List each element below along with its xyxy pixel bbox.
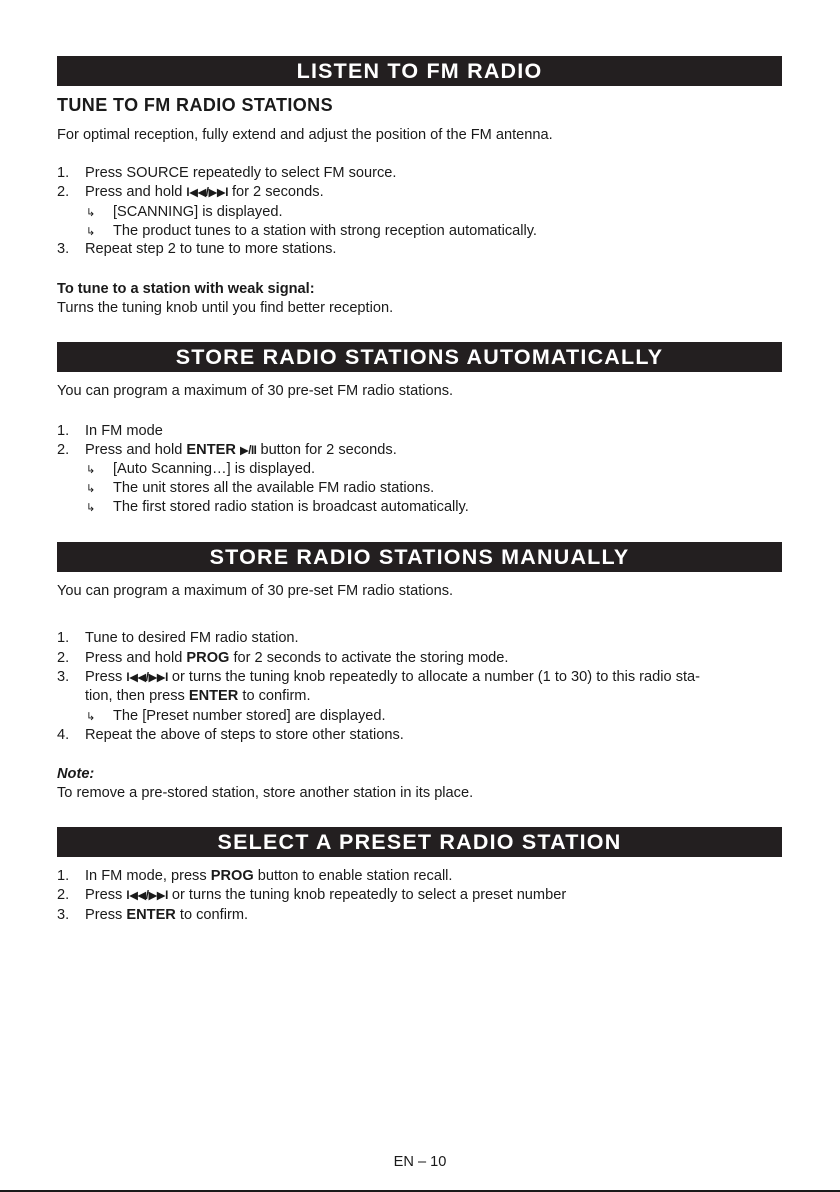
prev-next-icon: I◀◀/▶▶I (186, 187, 228, 199)
step-2: 2. Press and hold I◀◀/▶▶I for 2 seconds. (57, 184, 324, 200)
step-3: 3. Press ENTER to confirm. (57, 907, 249, 923)
note-text: To remove a pre-stored station, store another station in its place. (57, 785, 474, 801)
intro-text: For optimal reception, fully extend and adjust the position of the FM antenna. (57, 127, 553, 143)
weak-signal-text: Turns the tuning knob until you find better reception. (57, 300, 394, 316)
step-1: 1. Tune to desired FM radio station. (57, 630, 299, 646)
prev-next-icon: I◀◀/▶▶I (126, 890, 168, 902)
result-stores: ↳ The unit stores all the available FM radio stations. (86, 479, 434, 499)
result-arrow-icon: ↳ (86, 711, 96, 723)
step-1: 1. Press SOURCE repeatedly to select FM source. (57, 165, 397, 181)
step-1: 1. In FM mode (57, 423, 163, 439)
play-pause-icon: ▶/II (239, 445, 257, 457)
weak-signal-title: To tune to a station with weak signal: (57, 281, 315, 297)
section-header-store-manual: STORE RADIO STATIONS MANUALLY (57, 542, 782, 572)
step-4: 4. Repeat the above of steps to store other stations. (57, 727, 404, 743)
section-header-store-auto: STORE RADIO STATIONS AUTOMATICALLY (57, 342, 782, 372)
step-2: 2. Press I◀◀/▶▶I or turns the tuning knob repeatedly to select a preset number (57, 887, 567, 903)
step-3-continued: tion, then press ENTER to confirm. (85, 688, 311, 704)
result-auto-scanning: ↳ [Auto Scanning…] is displayed. (86, 460, 315, 480)
result-arrow-icon: ↳ (86, 226, 96, 238)
step-2: 2. Press and hold ENTER ▶/II button for 2 seconds. (57, 442, 397, 458)
step-2: 2. Press and hold PROG for 2 seconds to activate the storing mode. (57, 650, 509, 666)
intro-text: You can program a maximum of 30 pre-set FM radio stations. (57, 383, 454, 399)
result-tunes: ↳ The product tunes to a station with strong reception automatically. (86, 222, 537, 242)
intro-text: You can program a maximum of 30 pre-set FM radio stations. (57, 583, 454, 599)
step-1: 1. In FM mode, press PROG button to enable station recall. (57, 868, 453, 884)
result-preset-stored: ↳ The [Preset number stored] are displayed. (86, 707, 386, 727)
prev-next-icon: I◀◀/▶▶I (126, 672, 168, 684)
result-arrow-icon: ↳ (86, 464, 96, 476)
result-broadcast: ↳ The first stored radio station is broadcast automatically. (86, 498, 469, 518)
page-number: EN – 10 (393, 1154, 447, 1170)
step-3: 3. Repeat step 2 to tune to more stations. (57, 241, 337, 257)
note-title: Note: (57, 766, 95, 782)
subtitle-tune-stations: TUNE TO FM RADIO STATIONS (57, 95, 333, 115)
result-arrow-icon: ↳ (86, 502, 96, 514)
step-3: 3. Press I◀◀/▶▶I or turns the tuning knob repeatedly to allocate a number (1 to 30) to this radio sta- (57, 669, 701, 685)
section-header-select-preset: SELECT A PRESET RADIO STATION (57, 827, 782, 857)
section-header-listen-fm: LISTEN TO FM RADIO (57, 56, 782, 86)
result-arrow-icon: ↳ (86, 483, 96, 495)
result-arrow-icon: ↳ (86, 207, 96, 219)
result-scanning: ↳ [SCANNING] is displayed. (86, 203, 283, 223)
